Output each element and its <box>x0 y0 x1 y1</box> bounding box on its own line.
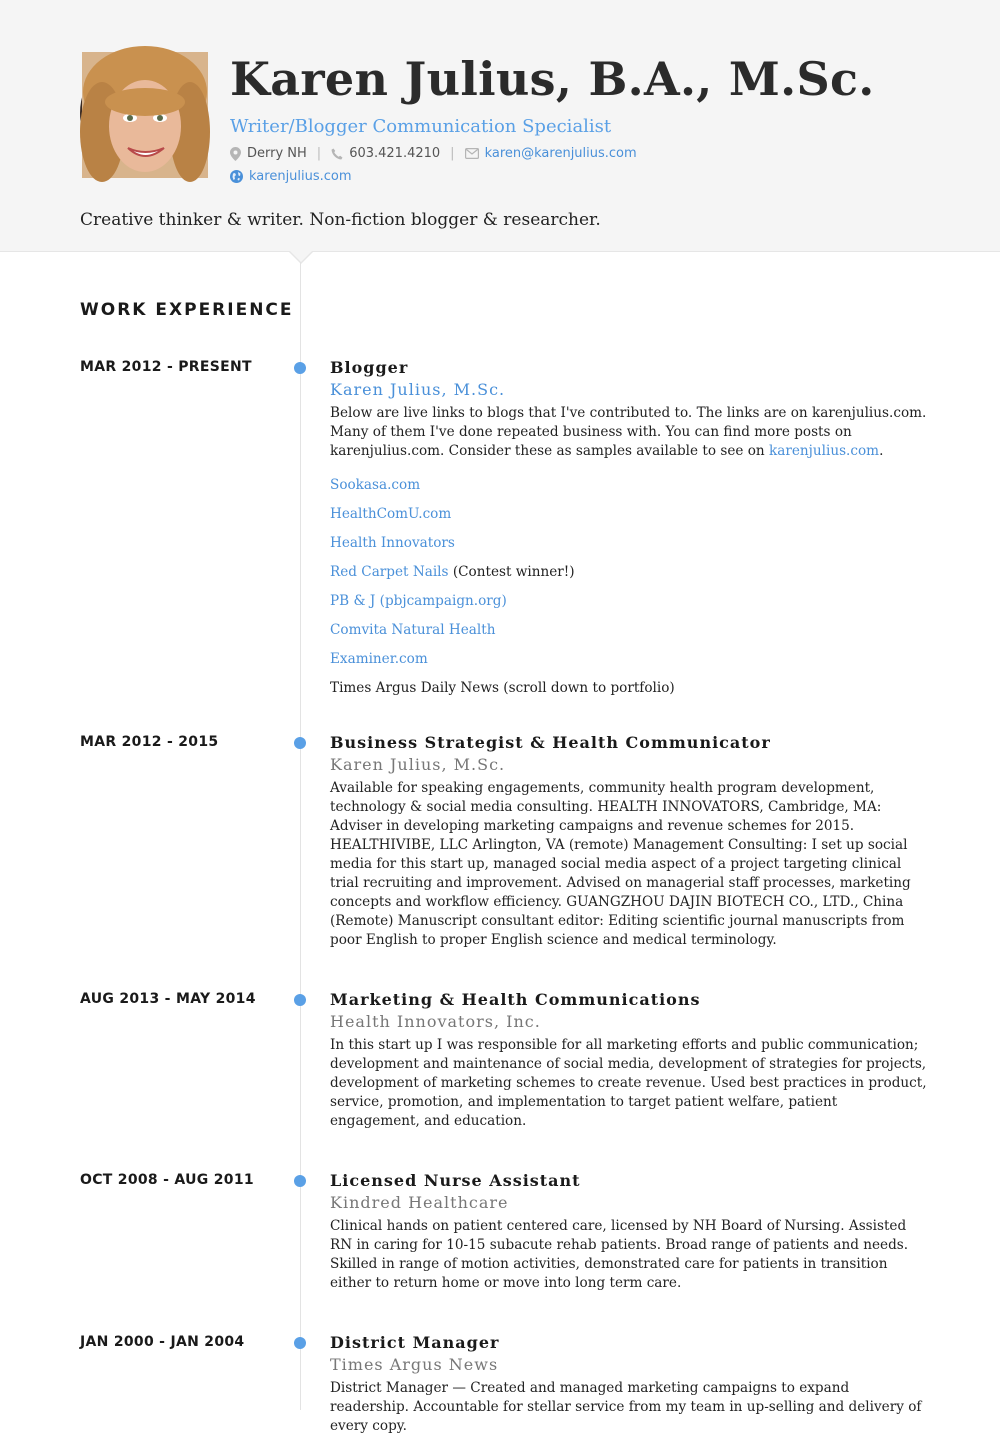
candidate-role: Writer/Blogger Communication Specialist <box>230 116 612 137</box>
location-text: Derry NH <box>247 146 307 161</box>
job-date: MAR 2012 - PRESENT <box>80 359 252 375</box>
list-item <box>330 558 930 587</box>
link-note: (Contest winner!) <box>448 564 575 580</box>
list-item <box>330 471 930 500</box>
timeline-dot <box>294 737 306 749</box>
job-content <box>330 357 930 703</box>
website-link[interactable]: karenjulius.com <box>249 169 352 184</box>
list-item <box>330 529 930 558</box>
phone-text: 603.421.4210 <box>349 146 441 161</box>
website[interactable] <box>230 169 352 184</box>
desc-suffix: . <box>879 443 884 459</box>
envelope-icon <box>465 148 479 159</box>
location-pin-icon <box>230 147 241 161</box>
list-item <box>330 587 930 616</box>
contact-info <box>230 146 637 161</box>
job-description <box>330 404 930 461</box>
list-item <box>330 500 930 529</box>
job-date: AUG 2013 - MAY 2014 <box>80 991 256 1007</box>
blog-link-examiner[interactable]: Examiner.com <box>330 651 428 667</box>
section-title-work-experience: WORK EXPERIENCE <box>80 300 294 320</box>
globe-icon <box>230 170 243 183</box>
job-company-link[interactable]: Karen Julius, M.Sc. <box>330 380 506 399</box>
job-company: Karen Julius, M.Sc. <box>330 755 506 774</box>
blog-link-sookasa[interactable]: Sookasa.com <box>330 477 421 493</box>
job-content <box>330 989 930 1131</box>
job-description: Clinical hands on patient centered care, licensed by NH Board of Nursing. Assisted RN in caring for 10-15 subacute rehab patients. Broad range of patients and needs. Skilled in range of motion activities, demonstrated care for patients in transition either to return home or move into long term care. <box>330 1218 909 1291</box>
job-date: OCT 2008 - AUG 2011 <box>80 1172 254 1188</box>
email-link[interactable]: karen@karenjulius.com <box>484 146 637 161</box>
candidate-name: Karen Julius, B.A., M.Sc. <box>230 52 875 106</box>
blog-link-pbj[interactable]: PB & J (pbjcampaign.org) <box>330 593 507 609</box>
timeline-dot <box>294 362 306 374</box>
separator: | <box>316 146 322 161</box>
timeline-dot <box>294 1175 306 1187</box>
job-company: Times Argus News <box>330 1355 499 1374</box>
profile-photo-illustration <box>82 52 208 178</box>
job-content <box>330 1332 930 1436</box>
blog-links-list <box>330 471 930 703</box>
list-item <box>330 616 930 645</box>
job-description: In this start up I was responsible for all marketing efforts and public communication; development and maintenance of social media, development of strategies for projects, development of marketing schemes to create revenue. Used best practices in product, service, promotion, and implementation to target patient welfare, patient engagement, and education. <box>330 1037 927 1129</box>
list-item <box>330 645 930 674</box>
summary: Creative thinker & writer. Non-fiction blogger & researcher. <box>80 210 601 230</box>
header-pointer <box>290 251 312 262</box>
job-title: District Manager <box>330 1333 500 1352</box>
resume-header <box>0 0 1000 252</box>
job-content <box>330 732 930 950</box>
blog-link-health-innovators[interactable]: Health Innovators <box>330 535 455 551</box>
separator: | <box>450 146 455 161</box>
job-title: Licensed Nurse Assistant <box>330 1171 581 1190</box>
list-item <box>330 674 930 703</box>
job-date: MAR 2012 - 2015 <box>80 734 219 750</box>
location <box>230 146 307 161</box>
job-content <box>330 1170 930 1293</box>
job-description: Available for speaking engagements, community health program development, technology & social media consulting. HEALTH INNOVATORS, Cambridge, MA: Adviser in developing marketing campaigns and revenue schemes for 2015. HEALTHIVIBE, LLC Arlington, VA (remote) Management Consulting: I set up social media for this start up, managed social media aspect of a project targeting clinical trial recruiting and improvement. Advised on managerial staff processes, marketing concepts and workflow efficiency. GUANGZHOU DAJIN BIOTECH CO., LTD., China (Remote) Manuscript consultant editor: Editing scientific journal manuscripts from poor English to proper English science and medical terminology. <box>330 780 911 948</box>
job-title: Marketing & Health Communications <box>330 990 701 1009</box>
email[interactable] <box>465 146 637 161</box>
plain-item-times-argus: Times Argus Daily News (scroll down to portfolio) <box>330 680 675 696</box>
blog-link-red-carpet-nails[interactable]: Red Carpet Nails <box>330 564 449 580</box>
blog-link-healthcomu[interactable]: HealthComU.com <box>330 506 452 522</box>
timeline-dot <box>294 1337 306 1349</box>
job-title: Blogger <box>330 358 409 377</box>
job-description: District Manager — Created and managed marketing campaigns to expand readership. Accountable for stellar service from my team in up-selling and delivery of every copy. <box>330 1380 922 1434</box>
timeline-dot <box>294 994 306 1006</box>
phone <box>331 146 440 161</box>
desc-website-link[interactable]: karenjulius.com <box>769 443 880 459</box>
blog-link-comvita[interactable]: Comvita Natural Health <box>330 622 496 638</box>
job-date: JAN 2000 - JAN 2004 <box>80 1334 245 1350</box>
job-title: Business Strategist & Health Communicator <box>330 733 771 752</box>
job-company: Kindred Healthcare <box>330 1193 509 1212</box>
profile-photo <box>80 50 206 176</box>
desc-text: Below are live links to blogs that I've contributed to. The links are on karenjulius.com. Many of them I've done repeated business with. You can find more posts on karenjulius.com. Consider these as samples available to see on <box>330 405 927 459</box>
phone-icon <box>331 148 343 160</box>
job-company: Health Innovators, Inc. <box>330 1012 541 1031</box>
timeline-line <box>300 262 301 1410</box>
